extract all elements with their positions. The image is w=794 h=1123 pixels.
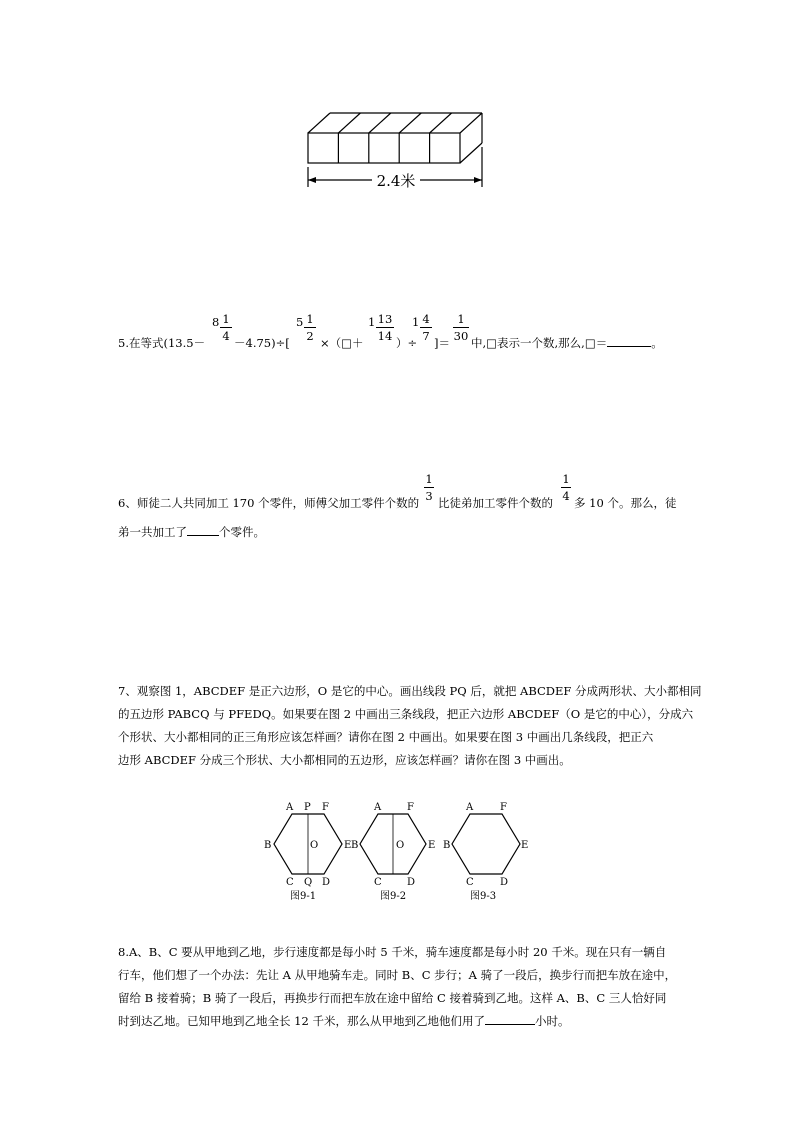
- q8-line-last: 时到达乙地。已知甲地到乙地全长 12 千米，那么从甲地到乙地他们用了 小时。: [118, 1014, 570, 1028]
- q7-line: 7、观察图 1，ABCDEF 是正六边形，O 是它的中心。画出线段 PQ 后，就把 ABCDEF 分成两形状、大小都相同: [118, 684, 702, 698]
- q5-text-mid1: －4.75)÷[: [234, 336, 290, 350]
- q5-mixed3-whole: 1: [368, 315, 376, 329]
- label-E: E: [428, 840, 436, 851]
- q6-line1-c: 多 10 个。那么，徒: [574, 496, 677, 510]
- q5-text-mid4: ]＝: [434, 336, 450, 350]
- label-C: C: [374, 877, 382, 888]
- label-B: B: [351, 840, 359, 851]
- q5-mixed1-whole: 8: [212, 315, 220, 329]
- label-F: F: [500, 802, 507, 813]
- label-D: D: [500, 877, 509, 888]
- cubes-figure: [300, 105, 500, 195]
- q6-line1-b: 比徒弟加工零件个数的: [438, 496, 553, 510]
- q8-line: 留给 B 接着骑；B 骑了一段后，再换步行而把车放在途中留给 C 接着骑到乙地。这样 A、B、C 三人恰好同: [118, 991, 667, 1005]
- figure-9-3: [443, 802, 528, 902]
- q5-mixed2-whole: 5: [296, 315, 304, 329]
- label-D: D: [407, 877, 416, 888]
- q8-line: 行车，他们想了一个办法：先让 A 从甲地骑车走。同时 B、C 步行；A 骑了一段后，换步行而把车放在途中，: [118, 968, 677, 982]
- q6-line1-a: 6、师徒二人共同加工 170 个零件，师傅父加工零件个数的: [118, 496, 420, 510]
- hexagon-figures: [262, 798, 532, 910]
- label-O: O: [310, 840, 319, 851]
- q5-mixed2-frac: 1 2: [304, 312, 316, 343]
- q5-mixed4-frac: 4 7: [420, 312, 432, 343]
- label-C: C: [466, 877, 474, 888]
- label-P: P: [304, 802, 311, 813]
- q8-line: 8.A、B、C 要从甲地到乙地，步行速度都是每小时 5 千米，骑车速度都是每小时 20 千米。现在只有一辆自: [118, 945, 667, 959]
- label-A: A: [286, 802, 294, 813]
- q8-answer-blank[interactable]: [485, 1012, 535, 1025]
- q8-text: [118, 941, 688, 1033]
- label-O: O: [396, 840, 405, 851]
- q5-answer-blank[interactable]: [607, 334, 651, 347]
- q7-line: 的五边形 PABCQ 与 PFEDQ。如果要在图 2 中画出三条线段，把正六边形 ABCDEF（O 是它的中心），分成六: [118, 707, 694, 721]
- label-D: D: [322, 877, 331, 888]
- figure-9-2: [351, 802, 435, 902]
- q6-frac2: 1 4: [562, 472, 570, 503]
- q5-mixed4-whole: 1: [412, 315, 420, 329]
- label-A: A: [466, 802, 474, 813]
- label-E: E: [344, 840, 352, 851]
- q5-mixed1-frac: 1 4: [220, 312, 232, 343]
- q5-line: 5.在等式(13.5－: [118, 336, 206, 350]
- q5-text-end: 中,□表示一个数,那么,□＝ 。: [471, 336, 663, 350]
- q6-frac1: 1 3: [425, 472, 433, 503]
- figure-9-1: [264, 802, 351, 902]
- q5-mixed3-frac: 13 14: [377, 312, 393, 343]
- q6-answer-blank[interactable]: [187, 523, 219, 536]
- label-C: C: [286, 877, 294, 888]
- caption-9-3: 图9-3: [470, 891, 497, 902]
- q5-text-mid3: ）÷: [396, 336, 418, 350]
- label-Q: Q: [304, 877, 313, 888]
- label-E: E: [521, 840, 529, 851]
- label-B: B: [443, 840, 451, 851]
- q7-text: [118, 680, 702, 772]
- label-F: F: [322, 802, 329, 813]
- q5-result-frac: 1 30: [453, 312, 469, 343]
- length-label: 2.4米: [376, 172, 416, 190]
- q6-line2: 弟一共加工了 个零件。: [118, 525, 265, 539]
- caption-9-1: 图9-1: [290, 891, 317, 902]
- q5-text-mid2: ×（□＋: [320, 336, 364, 350]
- caption-9-2: 图9-2: [380, 891, 407, 902]
- q7-line: 个形状、大小都相同的正三角形应该怎样画？请你在图 2 中画出。如果要在图 3 中画出几条线段，把正六: [118, 730, 654, 744]
- label-B: B: [264, 840, 272, 851]
- q7-line: 边形 ABCDEF 分成三个形状、大小都相同的五边形，应该怎样画？请你在图 3 中画出。: [118, 753, 571, 767]
- label-F: F: [407, 802, 414, 813]
- label-A: A: [374, 802, 382, 813]
